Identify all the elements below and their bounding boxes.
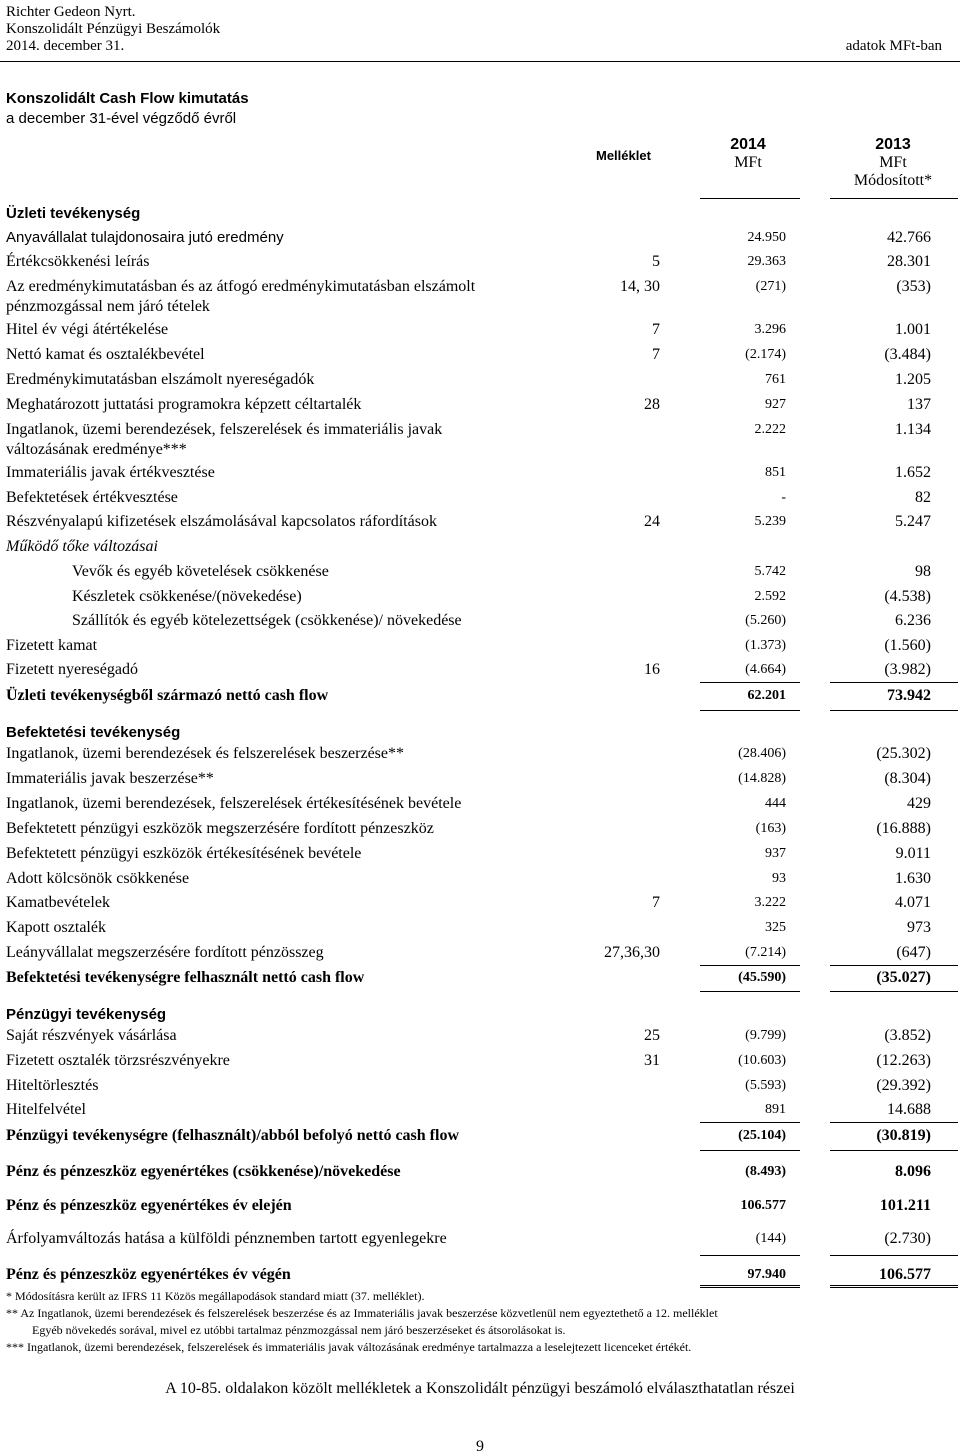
row-value-2014: 761 — [765, 372, 786, 387]
total-row-investing — [0, 968, 960, 992]
table-row — [0, 395, 960, 419]
row-value-2013: (353) — [896, 278, 931, 295]
row-value-2014: 2.592 — [754, 589, 786, 604]
row-label: Leányvállalat megszerzésére fordított pénzösszeg — [6, 944, 324, 961]
table-row — [0, 420, 960, 464]
row-value-2013: (29.392) — [876, 1077, 931, 1094]
company-name: Richter Gedeon Nyrt. — [6, 4, 136, 20]
row-value-2014: (25.104) — [738, 1128, 786, 1143]
row-label: Adott kölcsönök csökkenése — [6, 870, 190, 887]
unit-note: adatok MFt-ban — [845, 38, 942, 54]
row-value-2013: 4.071 — [895, 894, 931, 911]
section-operating — [0, 204, 960, 228]
table-row — [0, 1100, 960, 1124]
row-value-2013: (35.027) — [876, 969, 931, 986]
row-label: Pénz és pénzeszköz egyenértékes év végén — [6, 1266, 291, 1283]
subtotal-rule-2013 — [830, 1255, 958, 1256]
subtotal-rule-2014 — [700, 1255, 800, 1256]
row-value-2014: 937 — [765, 846, 786, 861]
footnote-2: ** Az Ingatlanok, üzemi berendezések és felszerelések beszerzése és az Immateriális javak beszerzése közvetlenül nem egyeztethető a 12. melléklet — [6, 1306, 718, 1320]
section-working-capital — [0, 537, 960, 561]
row-value-2013: (4.538) — [884, 588, 931, 605]
year-2013: 2013 — [875, 136, 911, 153]
row-note: 5 — [652, 253, 660, 270]
row-note: 16 — [644, 661, 660, 678]
subtotal-rule-2014 — [700, 682, 800, 683]
total-rule-2014 — [700, 710, 800, 711]
table-row — [0, 370, 960, 394]
table-row — [0, 463, 960, 487]
row-value-2014: (271) — [755, 279, 786, 294]
row-value-2013: (3.484) — [884, 346, 931, 363]
row-value-2014: (7.214) — [745, 945, 786, 960]
row-label: Vevők és egyéb követelések csökkenése — [72, 563, 329, 580]
row-value-2013: (30.819) — [876, 1127, 931, 1144]
row-value-2014: 62.201 — [747, 688, 786, 703]
total-rule-2013 — [830, 991, 958, 992]
row-value-2014: 106.577 — [740, 1198, 786, 1213]
row-label: Befektetett pénzügyi eszközök értékesítésének bevétele — [6, 845, 362, 862]
report-date: 2014. december 31. — [6, 38, 125, 54]
row-value-2013: 42.766 — [887, 229, 931, 246]
row-label: Kamatbevételek — [6, 894, 110, 911]
row-value-2014: 851 — [765, 465, 786, 480]
row-label: Nettó kamat és osztalékbevétel — [6, 346, 205, 363]
row-value-2013: 28.301 — [887, 253, 931, 270]
row-label: Eredménykimutatásban elszámolt nyereségadók — [6, 371, 315, 388]
row-value-2014: 97.940 — [747, 1267, 786, 1282]
year-2014: 2014 — [730, 136, 766, 153]
row-note: 27,36,30 — [604, 944, 660, 961]
table-row — [0, 636, 960, 660]
row-value-2013: 98 — [915, 563, 931, 580]
table-row — [0, 320, 960, 344]
table-row — [0, 345, 960, 369]
row-label: Fizetett nyereségadó — [6, 661, 138, 678]
report-name: Konszolidált Pénzügyi Beszámolók — [6, 21, 221, 37]
row-value-2013: 106.577 — [879, 1266, 931, 1283]
row-value-2014: 93 — [772, 871, 786, 886]
row-value-2014: 5.239 — [754, 514, 786, 529]
row-note: 31 — [644, 1052, 660, 1069]
row-label: Értékcsökkenési leírás — [6, 253, 150, 270]
row-label: Ingatlanok, üzemi berendezések, felszerelések és immateriális javak — [6, 421, 443, 438]
page-subtitle: a december 31-ével végződő évről — [6, 110, 237, 127]
table-row — [0, 1076, 960, 1100]
row-value-2013: 6.236 — [895, 612, 931, 629]
row-value-2013: (25.302) — [876, 745, 931, 762]
row-label: Az eredménykimutatásban és az átfogó eredménykimutatásban elszámolt — [6, 278, 476, 295]
row-label: Ingatlanok, üzemi berendezések és felszerelések beszerzése** — [6, 745, 405, 762]
row-value-2013: 9.011 — [895, 845, 931, 862]
row-value-2013: 1.205 — [895, 371, 931, 388]
table-row-fx-effect — [0, 1229, 960, 1253]
restated-flag: Módosított* — [853, 172, 933, 189]
row-label: Pénzügyi tevékenységre (felhasznált)/abból befolyó nettó cash flow — [6, 1127, 459, 1144]
unit-2014: MFt — [734, 154, 762, 171]
row-value-2014: 29.363 — [747, 254, 786, 269]
row-value-2013: 1.001 — [895, 321, 931, 338]
row-label: Hitel év végi átértékelése — [6, 321, 169, 338]
row-note: 24 — [644, 513, 660, 530]
subtotal-rule-2013 — [830, 965, 958, 966]
subtotal-rule-2014 — [700, 965, 800, 966]
table-row — [0, 228, 960, 252]
row-value-2013: (3.852) — [884, 1027, 931, 1044]
row-value-2013: 101.211 — [879, 1197, 931, 1214]
row-value-2013: (3.982) — [884, 661, 931, 678]
row-label: Készletek csökkenése/(növekedése) — [72, 588, 302, 605]
row-value-2014: (8.493) — [745, 1164, 786, 1179]
table-row — [0, 660, 960, 684]
table-row — [0, 611, 960, 635]
table-row — [0, 943, 960, 967]
table-row — [0, 893, 960, 917]
row-value-2014: 3.222 — [754, 895, 786, 910]
row-label: Befektetések értékvesztése — [6, 489, 178, 506]
table-row — [0, 819, 960, 843]
subtotal-rule-2013 — [830, 1122, 958, 1123]
total-rule-2013 — [830, 1150, 958, 1151]
row-label: Immateriális javak beszerzése** — [6, 770, 214, 787]
page-number: 9 — [476, 1438, 484, 1455]
row-label: Fizetett kamat — [6, 637, 98, 654]
row-value-2014: (14.828) — [738, 771, 786, 786]
grand-total-rule-2013 — [830, 1285, 958, 1288]
row-value-2014: - — [781, 490, 786, 505]
total-row-closing-cash — [0, 1265, 960, 1289]
row-value-2014: (45.590) — [738, 970, 786, 985]
table-row — [0, 512, 960, 536]
section-title: Pénzügyi tevékenység — [6, 1006, 167, 1023]
row-note: 25 — [644, 1027, 660, 1044]
row-value-2013: (1.560) — [884, 637, 931, 654]
table-row — [0, 562, 960, 586]
row-label: Immateriális javak értékvesztése — [6, 464, 215, 481]
row-note: 7 — [652, 321, 660, 338]
page-title: Konszolidált Cash Flow kimutatás — [6, 90, 249, 107]
row-label: Pénz és pénzeszköz egyenértékes (csökkenése)/növekedése — [6, 1163, 401, 1180]
header-rule-2013 — [830, 198, 958, 199]
row-value-2013: 1.630 — [895, 870, 931, 887]
table-row — [0, 587, 960, 611]
table-row — [0, 918, 960, 942]
row-value-2014: (1.373) — [745, 638, 786, 653]
row-note: 28 — [644, 396, 660, 413]
row-value-2013: 8.096 — [895, 1163, 931, 1180]
table-row — [0, 744, 960, 768]
row-value-2014: 5.742 — [754, 564, 786, 579]
row-value-2013: (2.730) — [884, 1230, 931, 1247]
row-label: Saját részvények vásárlása — [6, 1027, 177, 1044]
row-value-2014: (28.406) — [738, 746, 786, 761]
row-label: Befektetési tevékenységre felhasznált nettó cash flow — [6, 969, 365, 986]
row-note: 7 — [652, 346, 660, 363]
row-value-2013: 14.688 — [887, 1101, 931, 1118]
row-label: Kapott osztalék — [6, 919, 106, 936]
row-value-2014: (9.799) — [745, 1028, 786, 1043]
table-row — [0, 794, 960, 818]
row-label: Részvényalapú kifizetések elszámolásával kapcsolatos ráfordítások — [6, 513, 437, 530]
header-rule-2014 — [700, 198, 800, 199]
total-rule-2014 — [700, 1150, 800, 1151]
row-value-2013: (647) — [896, 944, 931, 961]
footnote-3: *** Ingatlanok, üzemi berendezések, felszerelések és immateriális javak változásának eredménye tartalmazza a leselejtezett licenceket értékét. — [6, 1340, 692, 1354]
subtotal-rule-2014 — [700, 1122, 800, 1123]
row-value-2014: (144) — [755, 1231, 786, 1246]
row-value-2014: 325 — [765, 920, 786, 935]
section-title: Üzleti tevékenység — [6, 205, 141, 222]
header-divider — [0, 61, 960, 62]
row-value-2014: (5.593) — [745, 1078, 786, 1093]
row-value-2013: 429 — [907, 795, 931, 812]
row-value-2013: (8.304) — [884, 770, 931, 787]
row-value-2014: 3.296 — [754, 322, 786, 337]
grand-total-rule-2014 — [700, 1285, 800, 1288]
row-value-2013: (16.888) — [876, 820, 931, 837]
table-row — [0, 769, 960, 793]
row-value-2014: (5.260) — [745, 613, 786, 628]
row-label: Hiteltörlesztés — [6, 1077, 99, 1094]
row-value-2014: 927 — [765, 397, 786, 412]
row-label: Ingatlanok, üzemi berendezések, felszerelések értékesítésének bevétele — [6, 795, 462, 812]
row-value-2013: 82 — [915, 489, 931, 506]
table-row — [0, 1051, 960, 1075]
footer-note: A 10-85. oldalakon közölt mellékletek a Konszolidált pénzügyi beszámoló elválaszthatatlan részei — [165, 1380, 795, 1397]
row-value-2013: 1.652 — [895, 464, 931, 481]
section-title: Működő tőke változásai — [6, 538, 158, 555]
row-note: 14, 30 — [620, 278, 660, 295]
row-label: Meghatározott juttatási programokra képzett céltartalék — [6, 396, 362, 413]
total-row-operating — [0, 686, 960, 710]
row-label: Anyavállalat tulajdonosaira jutó eredmény — [6, 229, 284, 246]
row-label: Szállítók és egyéb kötelezettségek (csökkenése)/ növekedése — [72, 612, 462, 629]
row-label: Üzleti tevékenységből származó nettó cash flow — [6, 687, 329, 704]
row-label-continued: változásának eredménye*** — [6, 441, 187, 458]
table-row — [0, 844, 960, 868]
footnote-1: * Módosításra került az IFRS 11 Közös megállapodások standard miatt (37. melléklet). — [6, 1289, 425, 1303]
row-value-2014: (2.174) — [745, 347, 786, 362]
section-title: Befektetési tevékenység — [6, 724, 181, 741]
total-rule-2013 — [830, 710, 958, 711]
row-value-2014: 24.950 — [747, 230, 786, 245]
row-value-2013: 73.942 — [887, 687, 931, 704]
row-label: Árfolyamváltozás hatása a külföldi pénznemben tartott egyenlegekre — [6, 1230, 447, 1247]
column-header-note: Melléklet — [596, 148, 651, 163]
row-value-2014: 444 — [765, 796, 786, 811]
row-label: Befektetett pénzügyi eszközök megszerzésére fordított pénzeszköz — [6, 820, 434, 837]
row-label: Pénz és pénzeszköz egyenértékes év elején — [6, 1197, 292, 1214]
row-value-2013: 5.247 — [895, 513, 931, 530]
row-value-2014: 2.222 — [754, 422, 786, 437]
row-value-2013: 137 — [907, 396, 931, 413]
column-header-2014 — [698, 136, 798, 172]
table-row — [0, 488, 960, 512]
table-row — [0, 277, 960, 321]
total-row-financing — [0, 1126, 960, 1150]
table-row — [0, 1026, 960, 1050]
row-value-2013: 973 — [907, 919, 931, 936]
row-value-2013: (12.263) — [876, 1052, 931, 1069]
total-row-opening-cash — [0, 1196, 960, 1220]
row-value-2014: (4.664) — [745, 662, 786, 677]
row-value-2014: (10.603) — [738, 1053, 786, 1068]
row-value-2013: 1.134 — [895, 421, 931, 438]
row-value-2014: (163) — [755, 821, 786, 836]
total-rule-2014 — [700, 991, 800, 992]
row-value-2014: 891 — [765, 1102, 786, 1117]
row-label-continued: pénzmozgással nem járó tételek — [6, 298, 210, 315]
column-header-2013 — [838, 136, 948, 190]
row-note: 7 — [652, 894, 660, 911]
row-label: Fizetett osztalék törzsrészvényekre — [6, 1052, 230, 1069]
unit-2013: MFt — [879, 154, 907, 171]
row-label: Hitelfelvétel — [6, 1101, 86, 1118]
subtotal-rule-2013 — [830, 682, 958, 683]
table-row — [0, 869, 960, 893]
footnote-2-continued: Egyéb növekedés sorával, mivel ez utóbbi tartalmaz pénzmozgással nem járó beszerzéseket és átsorolásokat is. — [32, 1323, 566, 1337]
table-row — [0, 252, 960, 276]
total-row-net-change — [0, 1162, 960, 1186]
